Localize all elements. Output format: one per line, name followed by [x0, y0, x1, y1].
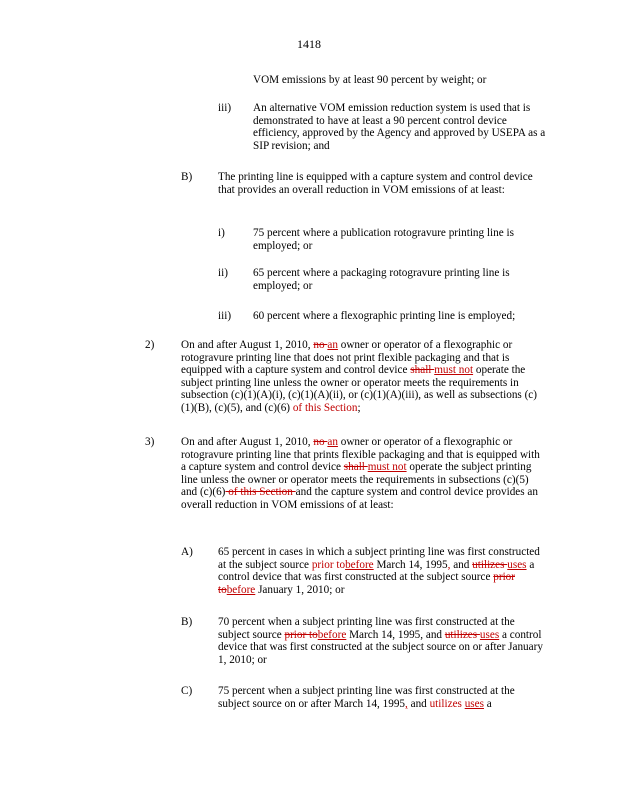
paragraph-label-3: 3) — [145, 436, 155, 448]
item-label-iii-a: iii) — [218, 102, 232, 114]
deleted-text: no — [313, 339, 328, 351]
item-label-B: B) — [181, 616, 193, 628]
deleted-text: utilizes — [444, 628, 480, 641]
paragraph-3 — [181, 436, 544, 512]
item-label-i: i) — [218, 227, 225, 239]
inserted-text: must not — [434, 364, 474, 377]
deleted-text: shall — [343, 461, 368, 474]
inserted-text: prior to — [311, 558, 346, 571]
deleted-text: shall — [410, 364, 435, 377]
deleted-text: utilizes — [472, 558, 508, 571]
inserted-text: before — [345, 558, 374, 571]
paragraph-2 — [181, 339, 544, 415]
item-text-B — [218, 616, 544, 666]
inserted-text: before — [317, 628, 347, 641]
text: On and after August 1, 2010, — [181, 339, 314, 351]
text: owner or operator of a flexographic or rotogravure printing line that does not print flexible packaging and that is equipped with a capture system and control device — [181, 339, 513, 377]
text: March 14, 1995, and — [346, 628, 445, 641]
text: operate the subject printing line unless the owner or operator meets the requirements in subsection (c)(1)(A)(i), (c)(1)(A)(ii), or (c)(1)(A)(iii), as well as subsections (c)(1)(B), (c)(5), and (c)(6) — [181, 364, 537, 414]
inserted-text: must not — [367, 461, 407, 474]
text: a control device that was first constructed at the subject source — [218, 558, 535, 584]
text: a control device that was first constructed at the subject source on or after January 1, 2010; or — [218, 628, 543, 666]
text: operate the subject printing line unless the owner or operator meets the requirements in subsections (c)(5) and (c)(6) — [181, 461, 532, 499]
inserted-text: , — [447, 558, 451, 571]
text: a — [483, 697, 492, 710]
inserted-text: uses — [464, 697, 484, 710]
inserted-text: before — [226, 583, 256, 596]
paragraph-continuation: VOM emissions by at least 90 percent by weight; or — [253, 74, 487, 86]
inserted-text: of this Section — [290, 401, 358, 414]
item-text-iii-b: 60 percent where a flexographic printing line is employed; — [253, 310, 516, 322]
inserted-text: uses — [479, 628, 500, 641]
deleted-text: prior to — [284, 628, 318, 641]
inserted-text: , — [405, 697, 408, 710]
text: March 14, 1995 — [373, 558, 448, 571]
inserted-text: an — [327, 436, 338, 448]
text: and the capture system and control device provides an overall reduction in VOM emissions of at least: — [181, 486, 538, 511]
item-label-iii-b: iii) — [218, 310, 232, 322]
text: 65 percent in cases in which a subject printing line was first constructed at the subject source — [218, 546, 540, 571]
item-text-ii: 65 percent where a packaging rotogravure printing line is employed; or — [253, 267, 510, 292]
inserted-text: utilizes — [429, 697, 462, 710]
deleted-text: prior to — [218, 571, 515, 596]
deleted-text: no — [313, 436, 328, 448]
item-text-C — [218, 685, 544, 710]
text: 75 percent when a subject printing line was first constructed at the subject source on or after March 14, 1995 — [218, 685, 515, 710]
inserted-text: uses — [507, 558, 527, 571]
text: 70 percent when a subject printing line was first constructed at the subject source — [218, 616, 515, 641]
item-text-A — [218, 546, 542, 596]
item-text-B-top: The printing line is equipped with a capture system and control device that provides an overall reduction in VOM emissions of at least: — [218, 171, 533, 196]
item-text-iii-a: An alternative VOM emission reduction system is used that is demonstrated to have at least a 90 percent control device efficiency, approved by the Agency and approved by USEPA as a SIP revision; and — [253, 102, 546, 152]
paragraph-label-2: 2) — [145, 339, 155, 351]
item-text-i: 75 percent where a publication rotogravure printing line is employed; or — [253, 227, 514, 252]
text: owner or operator of a flexographic or rotogravure printing line that prints flexible packaging and that is equipped with a capture system and control device — [181, 436, 540, 474]
text: January 1, 2010; or — [255, 583, 345, 596]
item-label-ii: ii) — [218, 267, 228, 279]
page-number: 1418 — [297, 37, 321, 51]
text: On and after August 1, 2010, — [181, 436, 314, 448]
item-label-B-top: B) — [181, 171, 193, 183]
text: ; — [357, 401, 361, 414]
deleted-text: of this Section — [225, 486, 296, 499]
text: and — [450, 558, 473, 571]
item-label-A: A) — [181, 546, 193, 558]
inserted-text: an — [327, 339, 338, 351]
text: and — [407, 697, 430, 710]
item-label-C: C) — [181, 685, 193, 697]
